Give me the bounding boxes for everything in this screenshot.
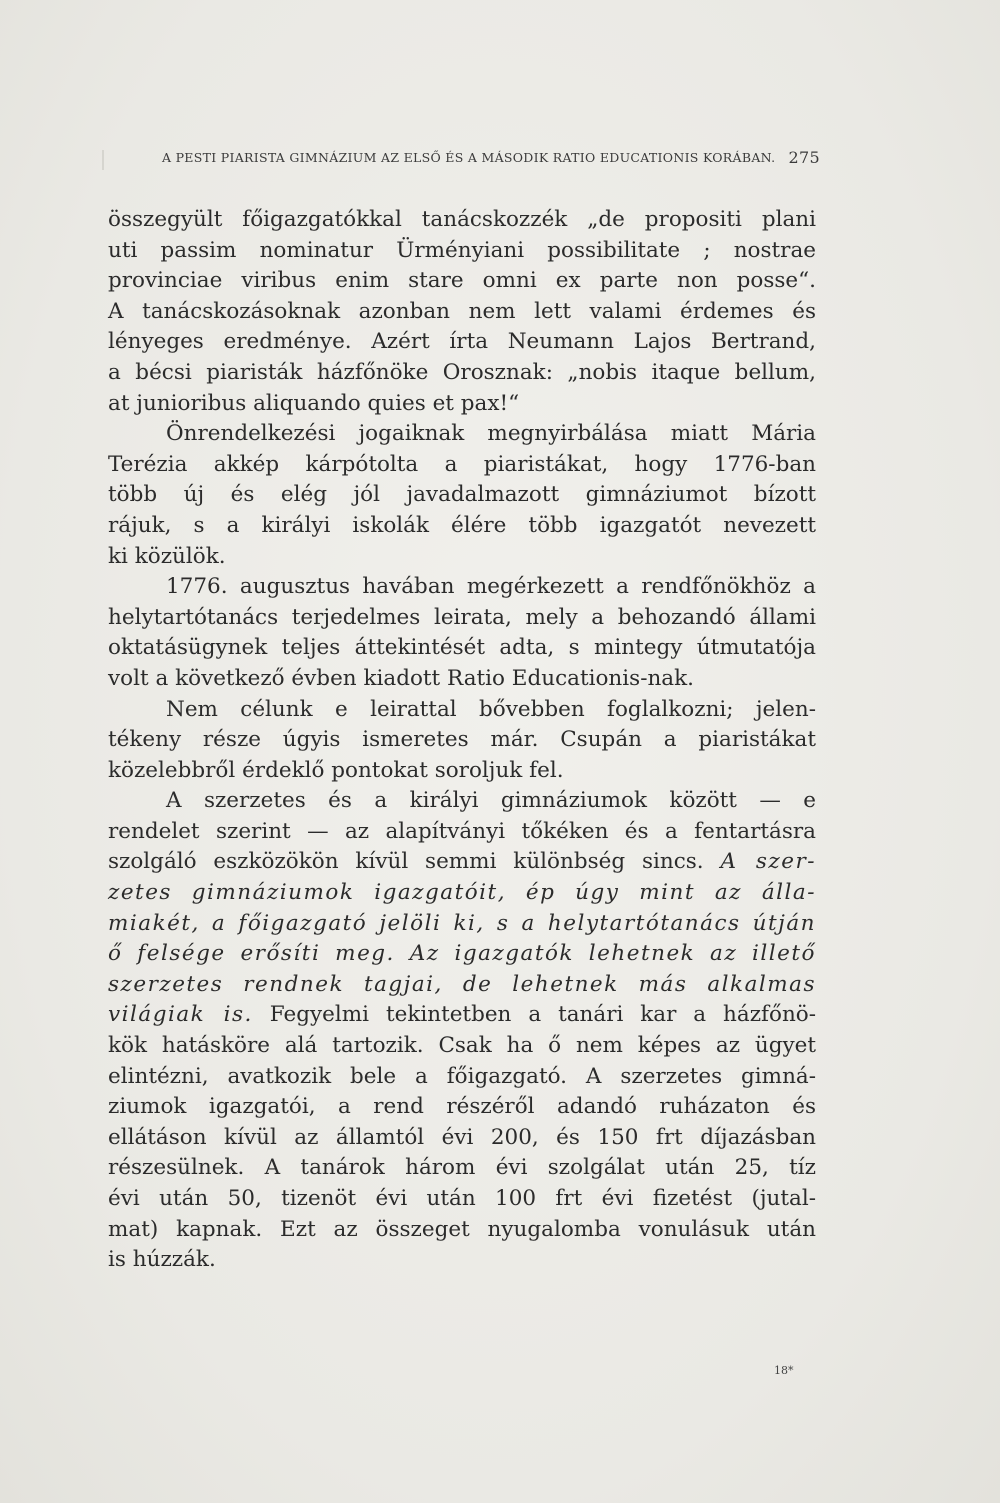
text-span: Fegyelmi tekintetben a tanári kar a házfőnö- — [269, 1002, 816, 1028]
emphasis-span: ő felsége erősíti meg. Az igazgatók lehetnek az illető — [108, 941, 816, 967]
text-line — [108, 909, 816, 940]
text-line: rendelet szerint — az alapítványi tőkéken és a fentartásra — [108, 818, 816, 844]
text-line: közelebbről érdeklő pontokat soroljuk fel. — [108, 757, 564, 783]
page-number: 275 — [788, 148, 820, 167]
emphasis-span: zetes gimnáziumok igazgatóit, ép úgy mint az álla- — [108, 880, 816, 906]
text-line: uti passim nominatur Ürményiani possibilitate ; nostrae — [108, 237, 816, 263]
text-line: provinciae viribus enim stare omni ex parte non posse“. — [108, 268, 816, 294]
text-line: oktatásügynek teljes áttekintését adta, s mintegy útmutatója — [108, 635, 816, 661]
text-line — [108, 970, 816, 1001]
text-span: szolgáló eszközökön kívül semmi különbség sincs. — [108, 849, 704, 875]
text-line: ziumok igazgatói, a rend részéről adandó ruházaton és — [108, 1094, 816, 1120]
text-line: 1776. augusztus havában megérkezett a rendfőnökhöz a — [166, 574, 816, 600]
text-line — [108, 878, 816, 909]
text-line — [108, 847, 816, 878]
signature-mark: 18* — [774, 1364, 794, 1377]
text-line: rájuk, s a királyi iskolák élére több igazgatót nevezett — [108, 512, 816, 538]
text-line: ellátáson kívül az államtól évi 200, és 150 frt díjazásban — [108, 1124, 816, 1150]
text-line: részesülnek. A tanárok három évi szolgálat után 25, tíz — [108, 1155, 816, 1181]
emphasis-span: miakét, a főigazgató jelöli ki, s a helytartótanács útján — [108, 910, 816, 936]
text-line: a bécsi piaristák házfőnöke Orosznak: „nobis itaque bellum, — [108, 359, 816, 385]
text-line: kök hatásköre alá tartozik. Csak ha ő nem képes az ügyet — [108, 1033, 816, 1059]
text-line — [108, 939, 816, 970]
text-line: összegyült főigazgatókkal tanácskozzék „de propositi plani — [108, 207, 816, 232]
text-line: Nem célunk e leirattal bővebben foglalkozni; jelen- — [166, 696, 816, 722]
margin-smudge — [102, 150, 104, 170]
text-line: Önrendelkezési jogaiknak megnyirbálása miatt Mária — [166, 421, 816, 447]
body-text — [108, 205, 816, 1276]
text-line: volt a következő évben kiadott Ratio Educationis-nak. — [108, 665, 694, 691]
text-line: tékeny része úgyis ismeretes már. Csupán a piaristákat — [108, 727, 816, 753]
text-line: is húzzák. — [108, 1247, 216, 1273]
text-line: mat) kapnak. Ezt az összeget nyugalomba vonulásuk után — [108, 1216, 816, 1242]
page-header — [162, 148, 822, 170]
text-line — [108, 1000, 816, 1031]
text-line: A tanácskozásoknak azonban nem lett valami érdemes és — [108, 298, 816, 324]
text-line: több új és elég jól javadalmazott gimnáziumot bízott — [108, 482, 816, 508]
text-line: ki közülök. — [108, 543, 226, 569]
emphasis-span: A szer- — [720, 849, 816, 875]
text-line: helytartótanács terjedelmes leirata, mely a behozandó állami — [108, 604, 816, 630]
emphasis-span: szerzetes rendnek tagjai, de lehetnek más alkalmas — [108, 971, 816, 997]
text-line: at junioribus aliquando quies et pax!“ — [108, 390, 520, 416]
text-line: A szerzetes és a királyi gimnáziumok között — e — [166, 788, 816, 814]
text-line: Terézia akkép kárpótolta a piaristákat, hogy 1776-ban — [108, 451, 816, 477]
running-title: A PESTI PIARISTA GIMNÁZIUM AZ ELSŐ ÉS A MÁSODIK RATIO EDUCATIONIS KORÁBAN. — [162, 150, 776, 165]
text-line: évi után 50, tizenöt évi után 100 frt évi fizetést (jutal- — [108, 1186, 816, 1211]
emphasis-span: világiak is. — [108, 1002, 253, 1028]
text-line: elintézni, avatkozik bele a főigazgató. A szerzetes gimná- — [108, 1063, 816, 1089]
text-line: lényeges eredménye. Azért írta Neumann Lajos Bertrand, — [108, 329, 816, 355]
